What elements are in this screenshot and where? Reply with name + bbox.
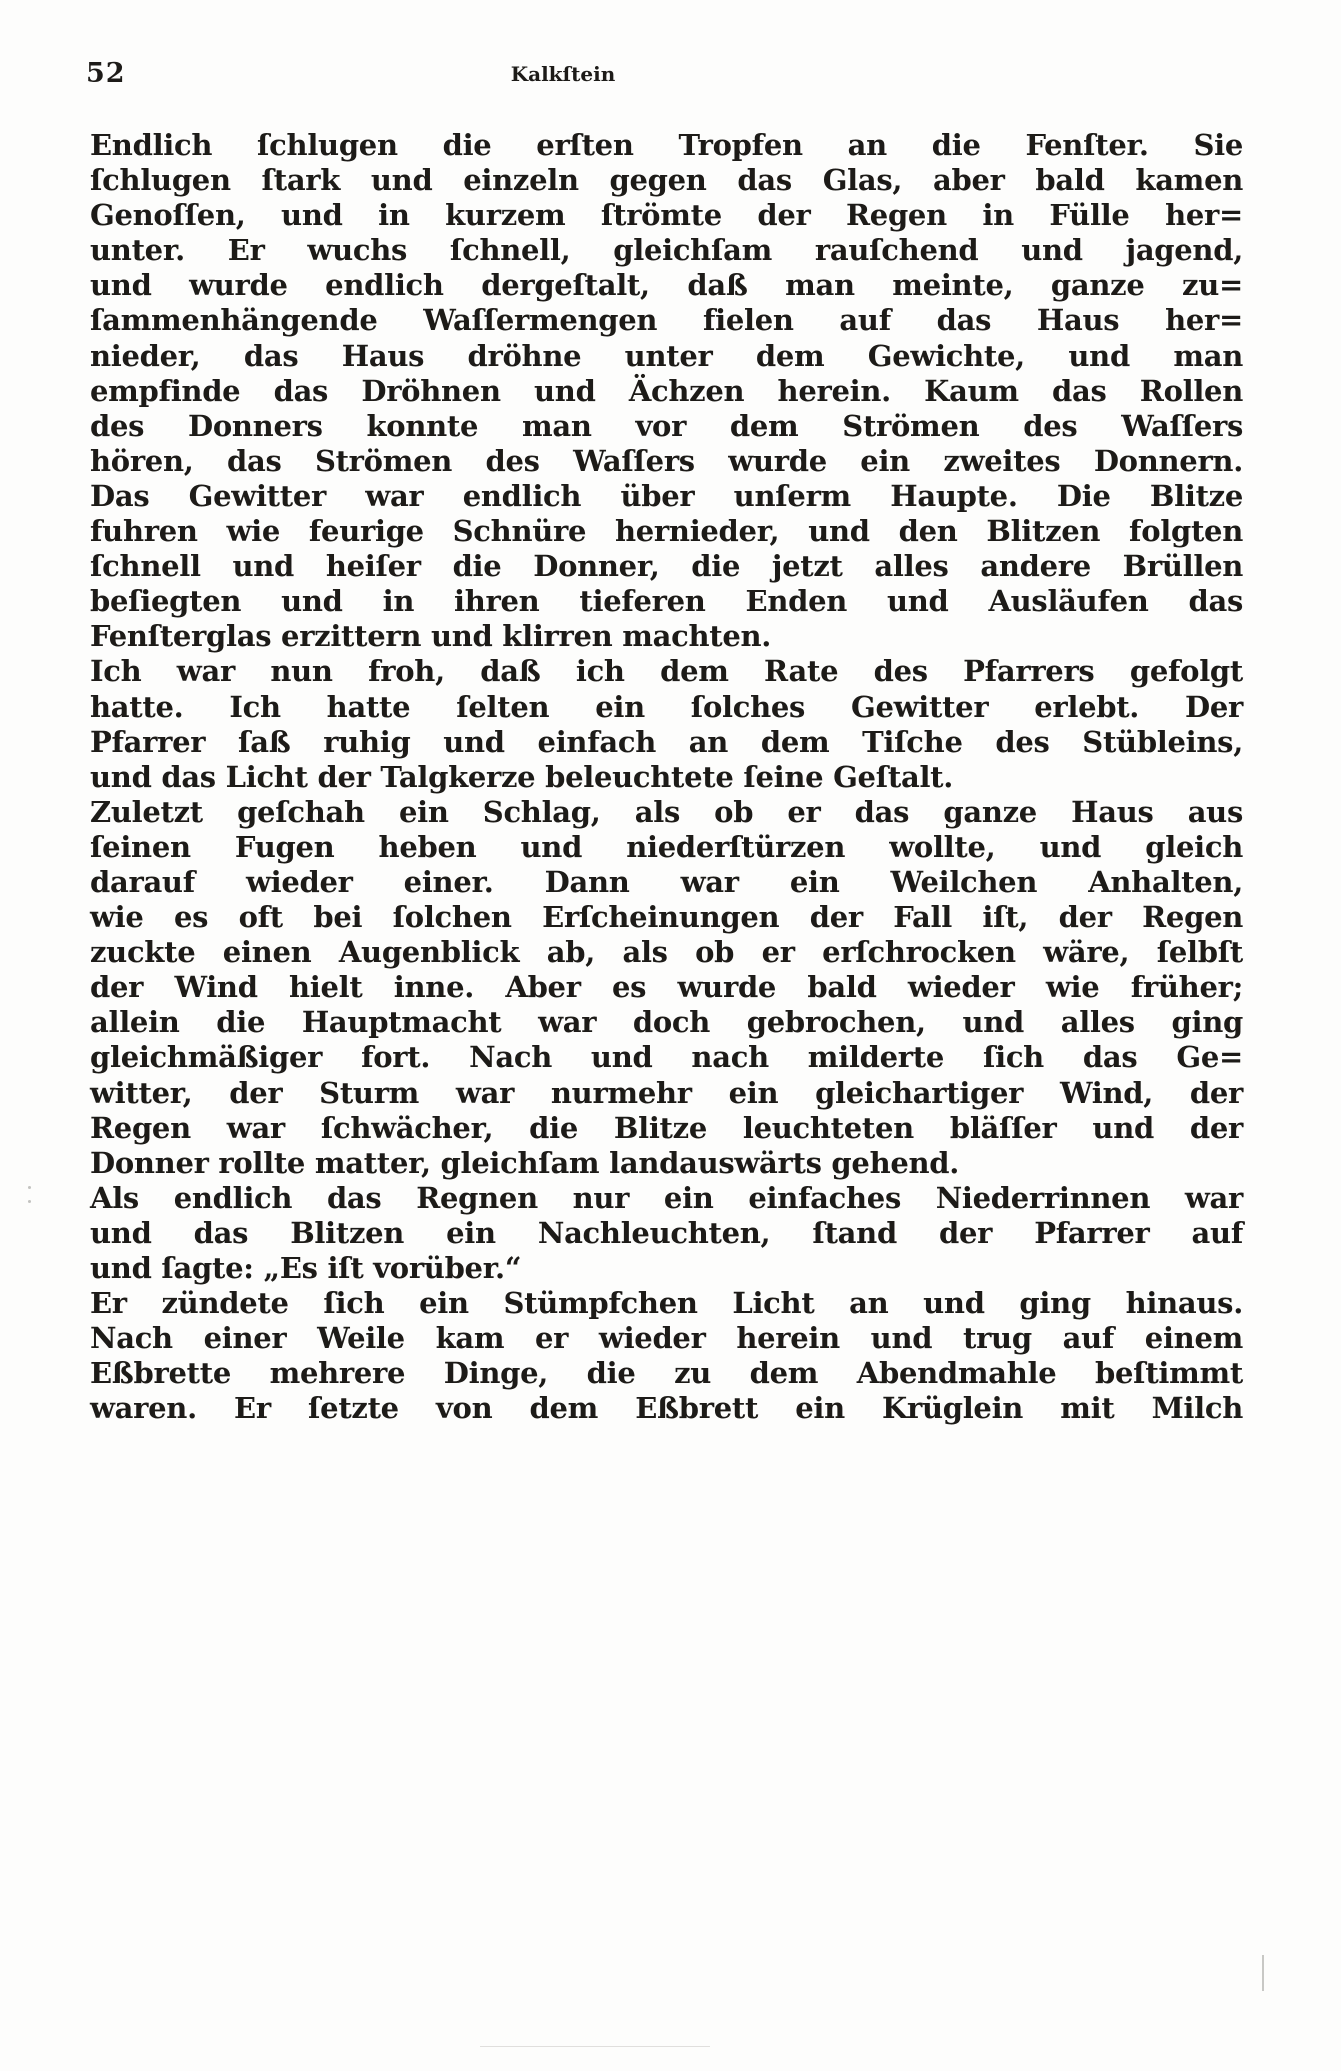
- paragraph: [90, 1286, 1243, 1426]
- text-line: gleichmäßiger fort. Nach und nach milderte ſich das Ge=: [90, 1040, 1243, 1075]
- text-line: unter. Er wuchs ſchnell, gleichſam rauſchend und jagend,: [90, 233, 1243, 268]
- text-line: nieder, das Haus dröhne unter dem Gewichte, und man: [90, 338, 1243, 373]
- paragraph: [90, 795, 1243, 1181]
- paragraph: [90, 654, 1243, 794]
- text-line: Er zündete ſich ein Stümpfchen Licht an und ging hinaus.: [90, 1286, 1243, 1321]
- text-line: wie es oft bei ſolchen Erſcheinungen der Fall iſt, der Regen: [90, 900, 1243, 935]
- text-line: allein die Hauptmacht war doch gebrochen, und alles ging: [90, 1005, 1243, 1040]
- text-line: Zuletzt geſchah ein Schlag, als ob er das ganze Haus aus: [90, 794, 1243, 829]
- text-line: zuckte einen Augenblick ab, als ob er erſchrocken wäre, ſelbſt: [90, 935, 1243, 970]
- text-line: des Donners konnte man vor dem Strömen des Waſſers: [90, 408, 1243, 443]
- text-block: [90, 128, 1243, 1426]
- text-line: ſchnell und heiſer die Donner, die jetzt alles andere Brüllen: [90, 549, 1243, 584]
- scan-artifact-dots: [28, 1186, 32, 1206]
- text-line: und das Licht der Talgkerze beleuchtete ſeine Geſtalt.: [90, 759, 954, 794]
- text-line: Donner rollte matter, gleichſam landauswärts gehend.: [90, 1145, 960, 1180]
- text-line: Pfarrer ſaß ruhig und einfach an dem Tiſche des Stübleins,: [90, 724, 1243, 759]
- text-line: fuhren wie feurige Schnüre hernieder, und den Blitzen folgten: [90, 514, 1243, 549]
- text-line: Nach einer Weile kam er wieder herein und trug auf einem: [90, 1321, 1243, 1356]
- text-line: Als endlich das Regnen nur ein einfaches Niederrinnen war: [90, 1180, 1243, 1215]
- scan-artifact-horizontal-line: [480, 2046, 710, 2047]
- text-line: Endlich ſchlugen die erſten Tropfen an die Fenſter. Sie: [90, 128, 1243, 162]
- text-line: ſammenhängende Waſſermengen fielen auf das Haus her=: [90, 303, 1243, 338]
- text-line: waren. Er ſetzte von dem Eßbrett ein Krüglein mit Milch: [90, 1391, 1243, 1426]
- text-line: hatte. Ich hatte ſelten ein ſolches Gewitter erlebt. Der: [90, 689, 1243, 724]
- text-line: ſeinen Fugen heben und niederſtürzen wollte, und gleich: [90, 829, 1243, 864]
- text-line: hören, das Strömen des Waſſers wurde ein zweites Donnern.: [90, 443, 1243, 478]
- text-line: beſiegten und in ihren tieferen Enden und Ausläufen das: [90, 584, 1243, 619]
- text-line: Genoſſen, und in kurzem ſtrömte der Regen in Fülle her=: [90, 198, 1243, 233]
- text-line: witter, der Sturm war nurmehr ein gleichartiger Wind, der: [90, 1075, 1243, 1110]
- text-line: darauf wieder einer. Dann war ein Weilchen Anhalten,: [90, 864, 1243, 899]
- text-line: Ich war nun froh, daß ich dem Rate des Pfarrers gefolgt: [90, 654, 1243, 689]
- paragraph: [90, 1181, 1243, 1286]
- text-line: und wurde endlich dergeſtalt, daß man meinte, ganze zu=: [90, 268, 1243, 303]
- scan-artifact-vertical-line: [1262, 1955, 1264, 1991]
- text-line: und ſagte: „Es iſt vorüber.“: [90, 1251, 522, 1285]
- text-line: Das Gewitter war endlich über unſerm Haupte. Die Blitze: [90, 478, 1243, 513]
- text-line: empfinde das Dröhnen und Ächzen herein. Kaum das Rollen: [90, 373, 1243, 408]
- paragraph: [90, 128, 1243, 654]
- text-line: ſchlugen ſtark und einzeln gegen das Glas, aber bald kamen: [90, 163, 1243, 198]
- running-head: Kalkſtein: [510, 62, 616, 86]
- text-line: Regen war ſchwächer, die Blitze leuchteten bläſſer und der: [90, 1110, 1243, 1145]
- page-number: 52: [86, 58, 126, 89]
- text-line: Eßbrette mehrere Dinge, die zu dem Abendmahle beſtimmt: [90, 1356, 1243, 1391]
- text-line: der Wind hielt inne. Aber es wurde bald wieder wie früher;: [90, 970, 1243, 1005]
- text-line: und das Blitzen ein Nachleuchten, ſtand der Pfarrer auf: [90, 1215, 1243, 1250]
- text-line: Fenſterglas erzittern und klirren machten.: [90, 619, 772, 654]
